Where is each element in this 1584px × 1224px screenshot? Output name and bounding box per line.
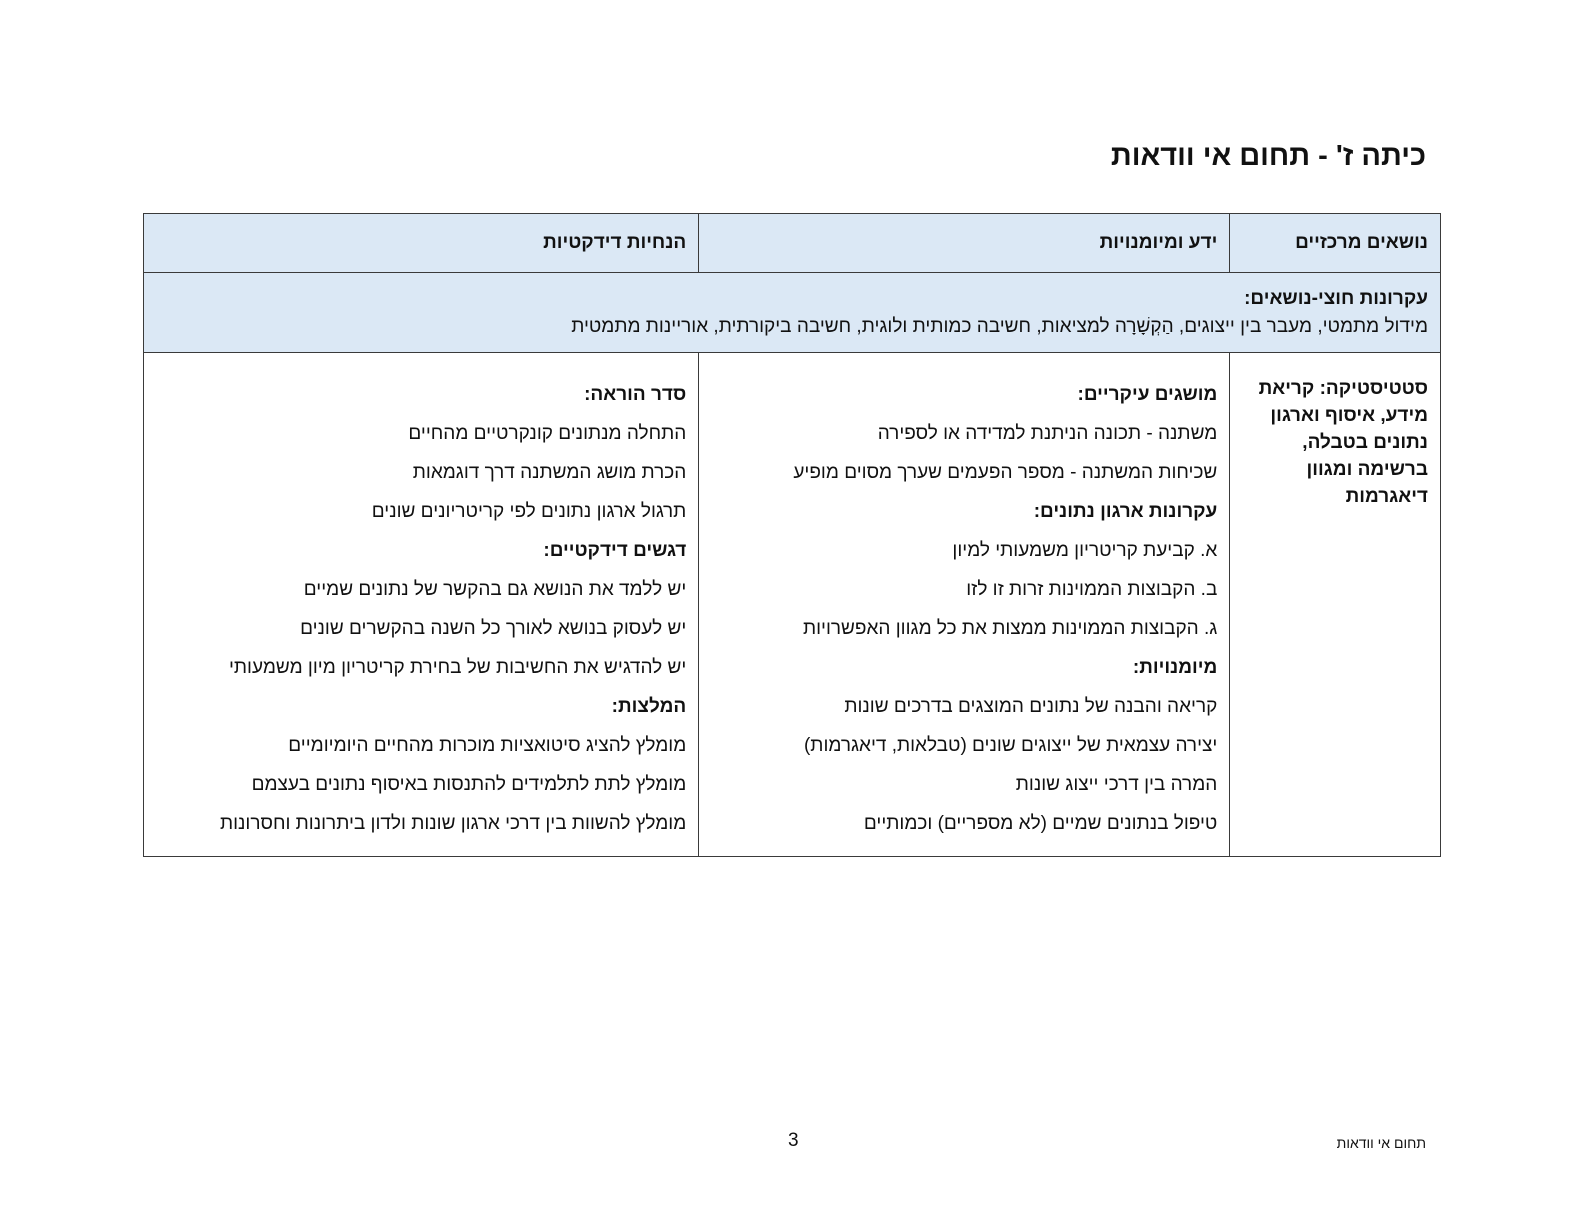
- section-heading: המלצות:: [611, 696, 687, 717]
- table-header-row: [144, 214, 1441, 273]
- list-item: המרה בין דרכי ייצוג שונות: [1015, 774, 1218, 795]
- didactic-list: [156, 375, 686, 843]
- knowledge-list: [711, 375, 1217, 843]
- list-item: מומלץ להשוות בין דרכי ארגון שונות ולדון ביתרונות וחסרונות: [219, 813, 687, 834]
- header-knowledge: ידע ומיומנויות: [699, 214, 1230, 273]
- principles-text: מידול מתמטי, מעבר בין ייצוגים, הַקְשָׁרָה למציאות, חשיבה כמותית ולוגית, חשיבה ביקורתית, אוריינות מתמטית: [571, 316, 1428, 337]
- running-title: תחום אי וודאות: [1336, 1135, 1426, 1151]
- topic-cell: [1230, 353, 1441, 857]
- list-item: יש להדגיש את החשיבות של בחירת קריטריון מיון משמעותי: [228, 657, 687, 678]
- header-didactic: הנחיות דידקטיות: [144, 214, 699, 273]
- list-item: מומלץ להציג סיטואציות מוכרות מהחיים היומיומיים: [288, 735, 687, 756]
- section-heading: מיומנויות:: [1132, 657, 1218, 678]
- list-item: יצירה עצמאית של ייצוגים שונים (טבלאות, דיאגרמות): [803, 735, 1218, 756]
- list-item: ב. הקבוצות הממוינות זרות זו לזו: [966, 579, 1218, 600]
- list-item: ג. הקבוצות הממוינות ממצות את כל מגוון האפשרויות: [802, 618, 1218, 639]
- list-item: טיפול בנתונים שמיים (לא מספריים) וכמותיים: [863, 813, 1218, 834]
- section-heading: דגשים דידקטיים:: [543, 540, 687, 561]
- principles-cell: [144, 273, 1441, 353]
- header-topics: נושאים מרכזיים: [1230, 214, 1441, 273]
- page-number: 3: [788, 1130, 799, 1151]
- content-row: [144, 353, 1441, 857]
- list-item: קריאה והבנה של נתונים המוצגים בדרכים שונות: [844, 696, 1218, 717]
- section-heading: מושגים עיקריים:: [1077, 384, 1218, 405]
- list-item: הכרת מושג המשתנה דרך דוגמאות: [412, 462, 687, 483]
- curriculum-table: [143, 213, 1441, 857]
- knowledge-cell: [699, 353, 1230, 857]
- topic-text: סטטיסטיקה: קריאת מידע, איסוף וארגון נתונים בטבלה, ברשימה ומגוון דיאגרמות: [1258, 378, 1428, 507]
- list-item: תרגול ארגון נתונים לפי קריטריונים שונים: [371, 501, 687, 522]
- section-heading: עקרונות ארגון נתונים:: [1033, 501, 1218, 522]
- section-heading: סדר הוראה:: [584, 384, 687, 405]
- list-item: מומלץ לתת לתלמידים להתנסות באיסוף נתונים בעצמם: [251, 774, 687, 795]
- principles-title: עקרונות חוצי-נושאים:: [1244, 288, 1428, 309]
- list-item: יש לעסוק בנושא לאורך כל השנה בהקשרים שונים: [300, 618, 687, 639]
- list-item: משתנה - תכונה הניתנת למדידה או לספירה: [877, 423, 1218, 444]
- list-item: א. קביעת קריטריון משמעותי למיון: [952, 540, 1218, 561]
- list-item: יש ללמד את הנושא גם בהקשר של נתונים שמיים: [303, 579, 687, 600]
- page-title: כיתה ז' - תחום אי וודאות: [1110, 140, 1426, 172]
- list-item: שכיחות המשתנה - מספר הפעמים שערך מסוים מופיע: [793, 462, 1218, 483]
- principles-row: [144, 273, 1441, 353]
- didactic-cell: [144, 353, 699, 857]
- list-item: התחלה מנתונים קונקרטיים מהחיים: [408, 423, 687, 444]
